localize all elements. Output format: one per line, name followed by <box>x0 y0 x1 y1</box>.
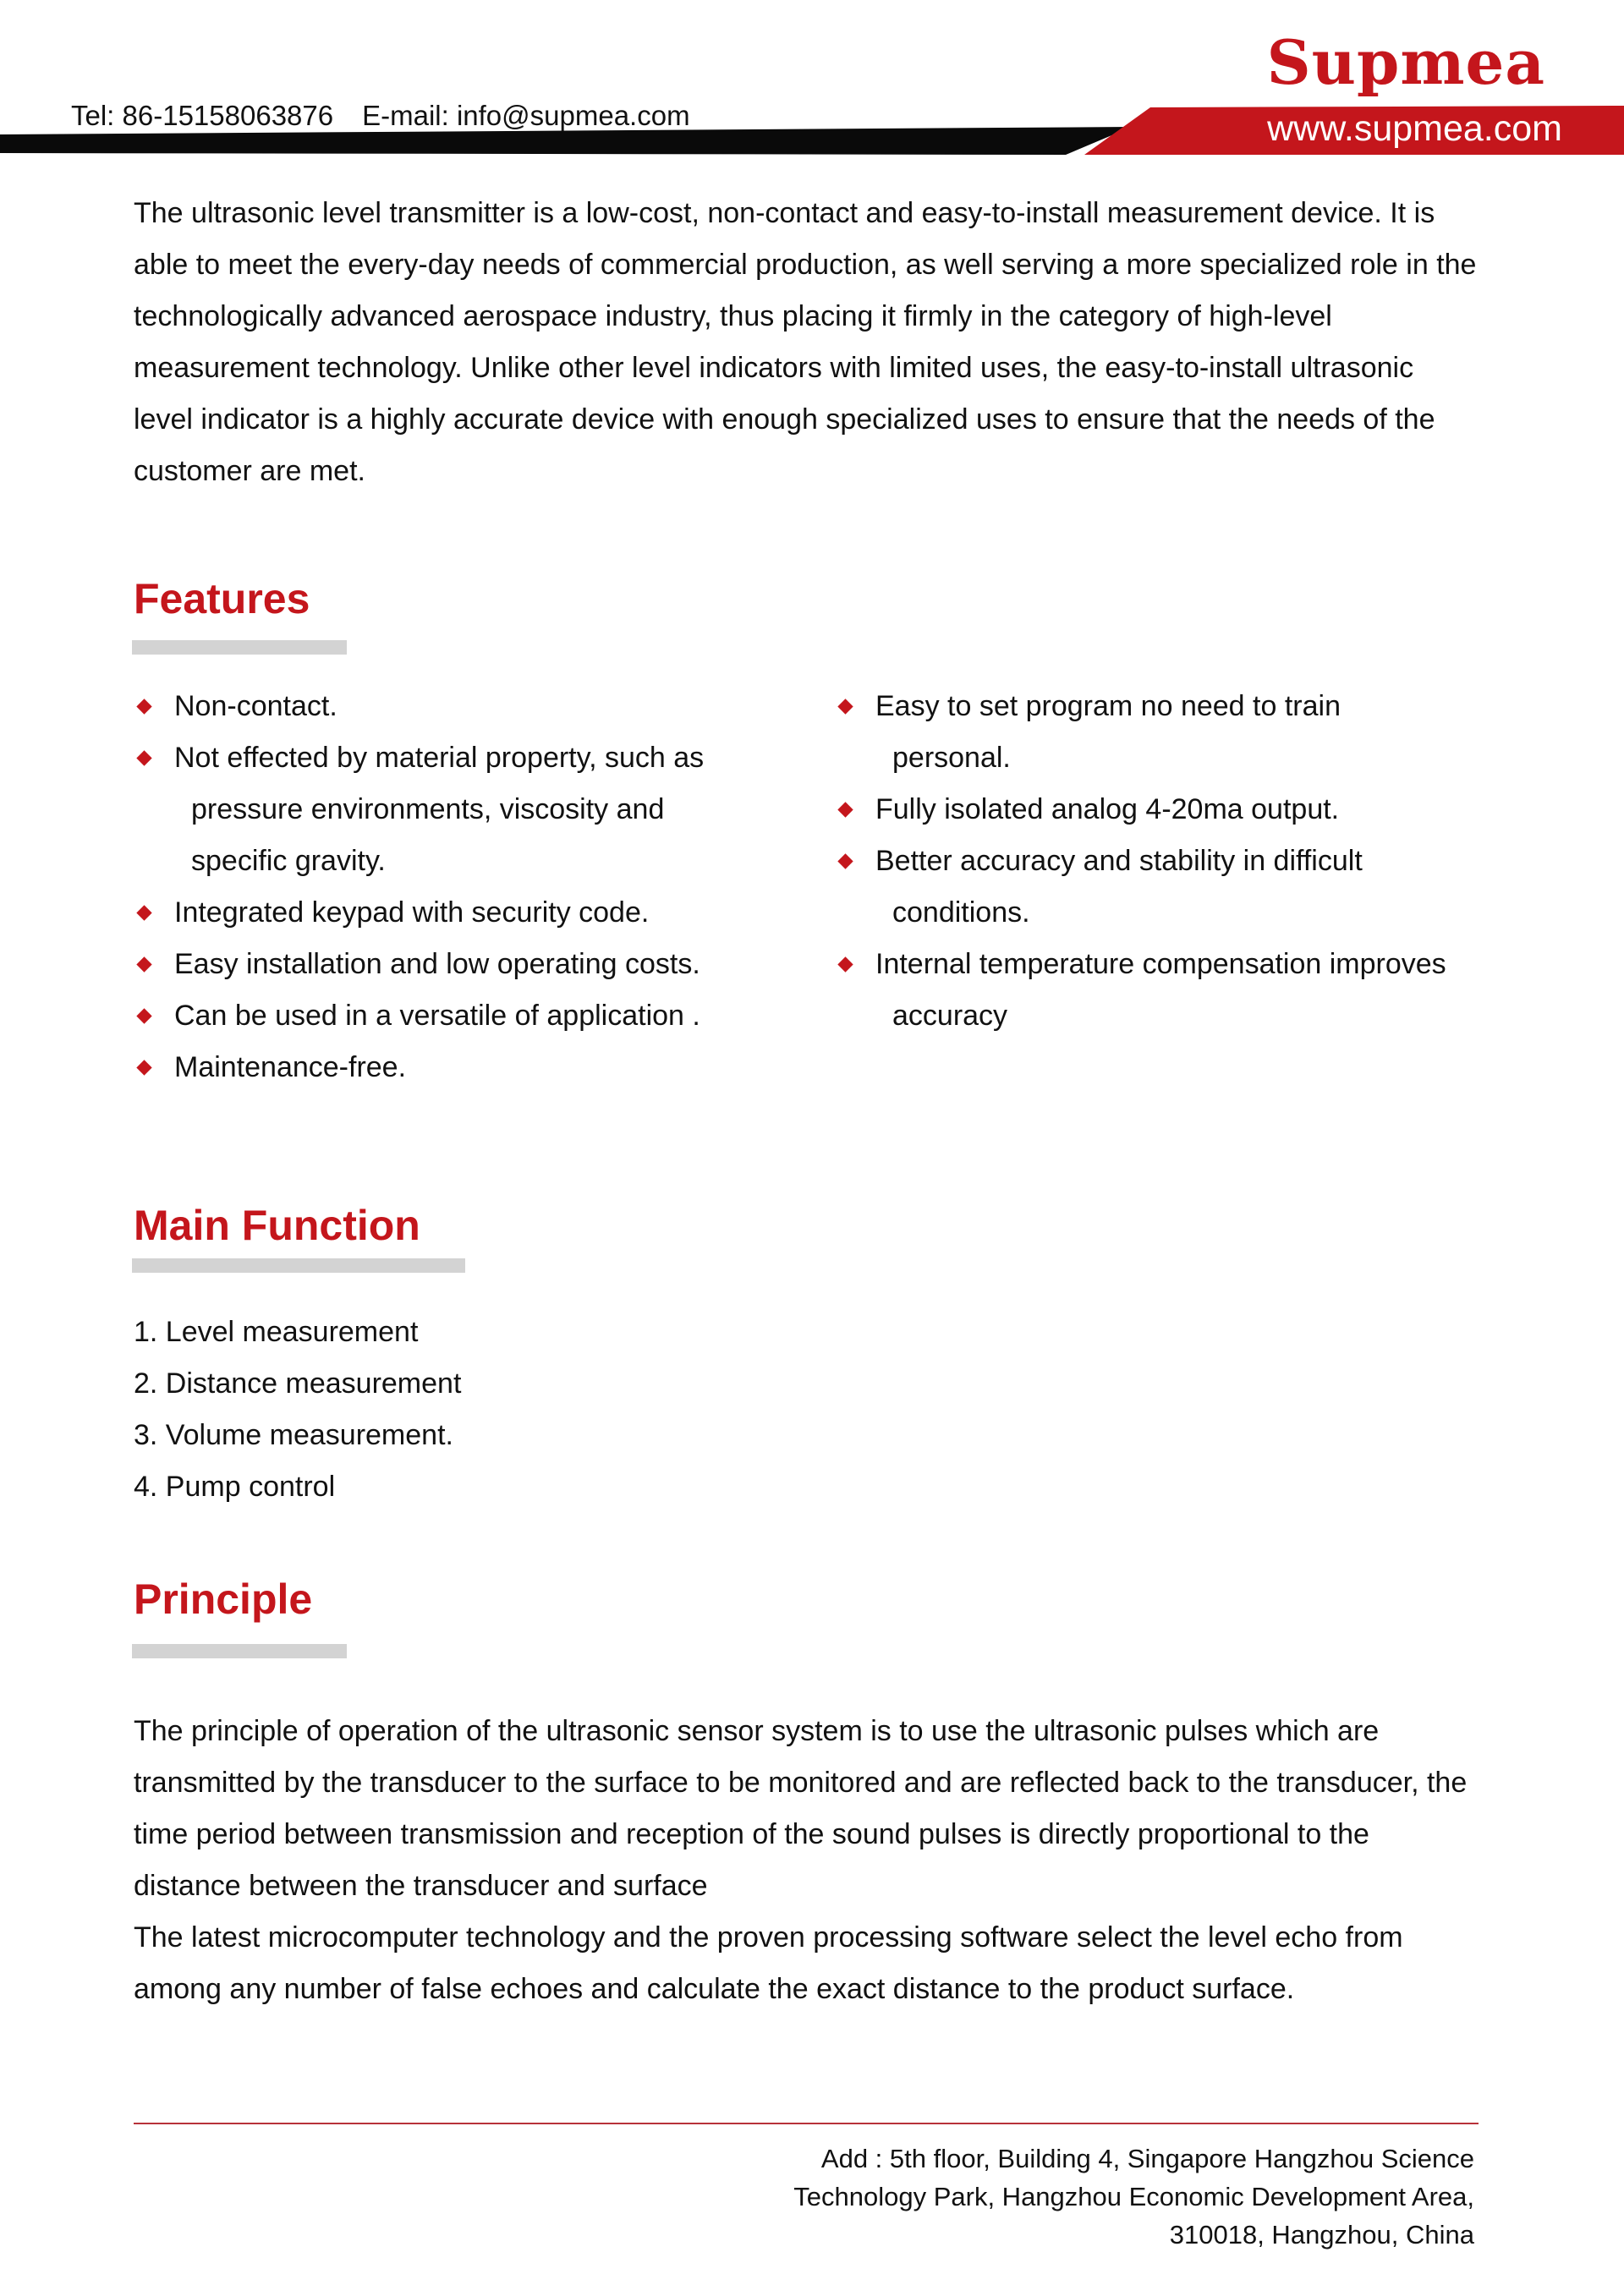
website-link[interactable]: www.supmea.com <box>1267 108 1562 149</box>
feature-text: Maintenance-free. <box>174 1051 407 1083</box>
intro-section <box>134 188 1480 497</box>
feature-text: Easy to set program no need to train <box>875 690 1341 722</box>
feature-text-continued: specific gravity. <box>191 845 386 877</box>
features-list-right <box>835 681 1503 1042</box>
features-heading: Features <box>134 575 310 622</box>
page-header <box>0 0 1624 161</box>
feature-text: Non-contact. <box>174 690 337 722</box>
contact-info <box>71 101 690 129</box>
feature-item <box>134 990 793 1042</box>
main-function-list <box>134 1307 461 1513</box>
diamond-bullet-icon <box>837 956 853 972</box>
feature-item <box>835 836 1503 939</box>
feature-item <box>835 939 1503 1042</box>
diamond-bullet-icon <box>136 1060 151 1075</box>
address-line: Technology Park, Hangzhou Economic Development Area, <box>793 2182 1474 2211</box>
main-function-heading: Main Function <box>134 1202 420 1249</box>
principle-paragraph-2: The latest microcomputer technology and the proven processing software select the level echo from among any number of false echoes and calculate the exact distance to the product surface. <box>134 1921 1403 2005</box>
intro-paragraph: The ultrasonic level transmitter is a low-cost, non-contact and easy-to-install measurement device. It is able to meet the every-day needs of commercial production, as well serving a more specialized role in the technologically advanced aerospace industry, thus placing it firmly in the category of high-level measurement technology. Unlike other level indicators with limited uses, the easy-to-install ultrasonic level indicator is a highly accurate device with enough specialized uses to ensure that the needs of the customer are met. <box>134 197 1477 487</box>
feature-text: Internal temperature compensation improves <box>875 948 1446 980</box>
feature-item <box>134 732 793 887</box>
feature-item <box>134 681 793 732</box>
feature-item <box>835 681 1503 784</box>
feature-text-continued: conditions. <box>892 896 1030 929</box>
diamond-bullet-icon <box>837 853 853 869</box>
feature-item <box>134 1042 793 1093</box>
telephone-text: Tel: 86-15158063876 <box>71 100 334 131</box>
principle-paragraph-1: The principle of operation of the ultrasonic sensor system is to use the ultrasonic pulses which are transmitted by the transducer to the surface to be monitored and are reflected back to the transducer, the time period between transmission and reception of the sound pulses is directly proportional to the distance between the transducer and surface <box>134 1715 1468 1902</box>
feature-text: Not effected by material property, such as <box>174 742 705 774</box>
diamond-bullet-icon <box>837 802 853 817</box>
address-line: 310018, Hangzhou, China <box>1169 2220 1474 2249</box>
feature-text-continued: accuracy <box>892 1000 1008 1032</box>
feature-item <box>134 887 793 939</box>
feature-item <box>134 939 793 990</box>
feature-text: Integrated keypad with security code. <box>174 896 650 929</box>
diamond-bullet-icon <box>837 699 853 714</box>
diamond-bullet-icon <box>136 905 151 920</box>
feature-text: Fully isolated analog 4-20ma output. <box>875 793 1340 825</box>
feature-text-continued: pressure environments, viscosity and <box>191 793 665 825</box>
feature-text: Can be used in a versatile of application . <box>174 1000 700 1032</box>
diamond-bullet-icon <box>136 1008 151 1023</box>
address-line: Add : 5th floor, Building 4, Singapore Hangzhou Science <box>820 2144 1474 2173</box>
function-list-item: 3. Volume measurement. <box>134 1419 453 1451</box>
feature-text-continued: personal. <box>892 742 1011 774</box>
function-list-item: 1. Level measurement <box>134 1316 419 1348</box>
function-list-item: 2. Distance measurement <box>134 1367 462 1400</box>
features-list-left <box>134 681 793 1093</box>
diamond-bullet-icon <box>136 956 151 972</box>
feature-item <box>835 784 1503 836</box>
footer-divider <box>134 2123 1479 2124</box>
feature-text: Better accuracy and stability in difficult <box>875 845 1363 877</box>
function-list-item: 4. Pump control <box>134 1471 336 1503</box>
brand-logo: Supmea <box>1266 26 1545 98</box>
email-text: E-mail: info@supmea.com <box>362 100 690 131</box>
principle-heading-underline <box>132 1644 347 1658</box>
feature-text: Easy installation and low operating costs. <box>174 948 700 980</box>
principle-heading: Principle <box>134 1575 313 1623</box>
footer-address <box>793 2140 1474 2254</box>
features-heading-underline <box>132 640 347 655</box>
main-function-heading-underline <box>132 1258 465 1273</box>
diamond-bullet-icon <box>136 750 151 765</box>
diamond-bullet-icon <box>136 699 151 714</box>
principle-section <box>134 1706 1480 2015</box>
